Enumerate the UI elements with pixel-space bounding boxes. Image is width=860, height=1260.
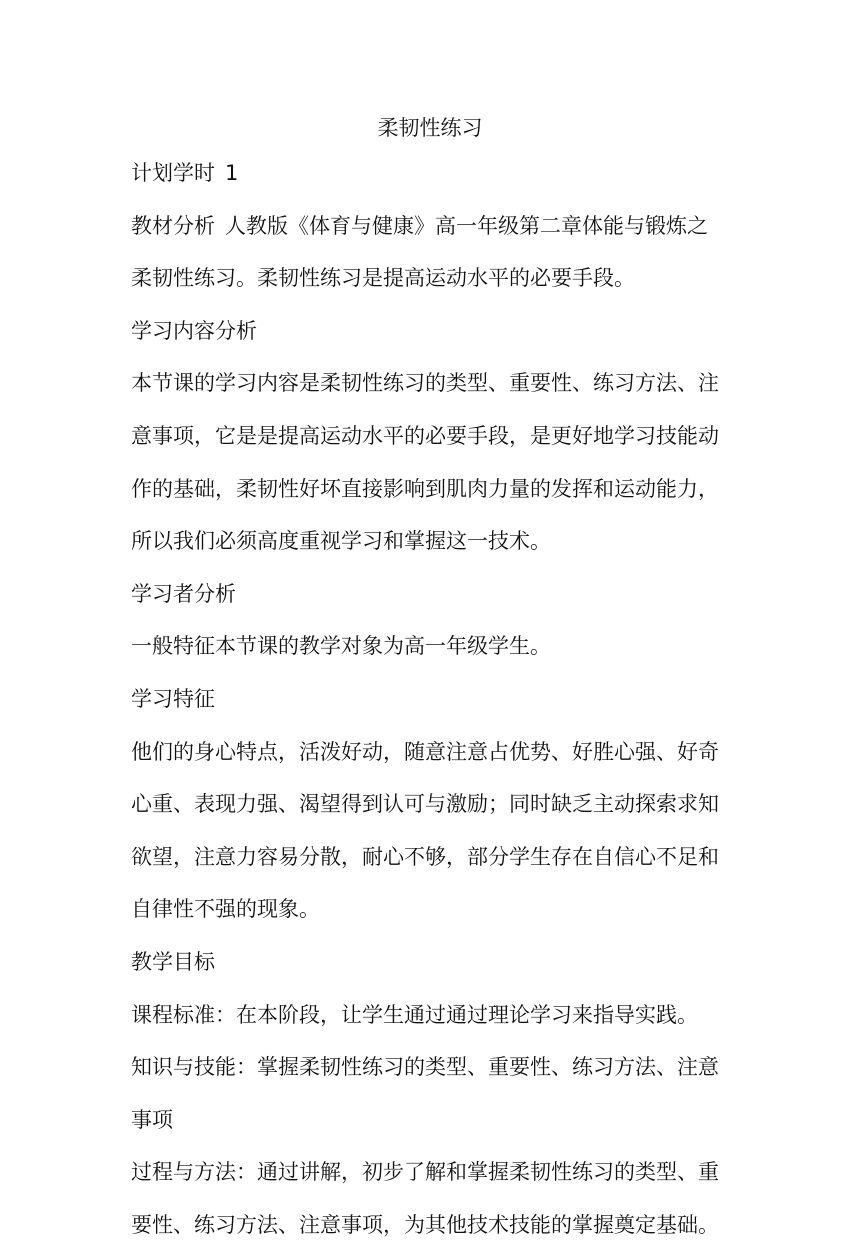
- content-analysis-line: 所以我们必须高度重视学习和掌握这一技术。: [131, 529, 551, 554]
- planned-hours: [131, 156, 731, 190]
- learning-features-line: 他们的身心特点，活泼好动，随意注意占优势、好胜心强、好奇: [131, 739, 719, 764]
- learning-features-line: 心重、表现力强、渴望得到认可与激励；同时缺乏主动探索求知: [131, 792, 719, 817]
- material-analysis-text: 人教版《体育与健康》高一年级第二章体能与锻炼之: [225, 213, 708, 238]
- learning-features-line: 自律性不强的现象。: [131, 897, 320, 922]
- planned-hours-value: 1: [225, 161, 239, 185]
- planned-hours-label: 计划学时: [131, 161, 215, 185]
- content-analysis-heading: 学习内容分析: [131, 318, 257, 343]
- document-title: 柔韧性练习: [377, 116, 483, 140]
- document-body: [131, 156, 731, 1260]
- material-analysis-continued: 柔韧性练习。柔韧性练习是提高运动水平的必要手段。: [131, 266, 635, 291]
- content-analysis-line: 意事项，它是是提高运动水平的必要手段，是更好地学习技能动: [131, 423, 719, 448]
- material-analysis: [131, 209, 731, 243]
- teaching-goals-heading: 教学目标: [131, 949, 215, 974]
- curriculum-standard: 课程标准：在本阶段，让学生通过通过理论学习来指导实践。: [131, 1002, 698, 1027]
- knowledge-skills-line: 事项: [131, 1107, 173, 1132]
- material-analysis-label: 教材分析: [131, 213, 215, 238]
- learning-features-line: 欲望，注意力容易分散，耐心不够，部分学生存在自信心不足和: [131, 844, 719, 869]
- knowledge-skills-line: 知识与技能：掌握柔韧性练习的类型、重要性、练习方法、注意: [131, 1055, 719, 1080]
- process-method-line: 过程与方法：通过讲解，初步了解和掌握柔韧性练习的类型、重: [131, 1160, 719, 1185]
- learning-features-heading: 学习特征: [131, 686, 215, 711]
- learner-analysis-heading: 学习者分析: [131, 581, 236, 606]
- content-analysis-line: 作的基础，柔韧性好坏直接影响到肌肉力量的发挥和运动能力，: [131, 476, 719, 501]
- learner-general-features: 一般特征本节课的教学对象为高一年级学生。: [131, 634, 551, 659]
- content-analysis-line: 本节课的学习内容是柔韧性练习的类型、重要性、练习方法、注: [131, 371, 719, 396]
- process-method-line: 要性、练习方法、注意事项，为其他技术技能的掌握奠定基础。: [131, 1212, 719, 1237]
